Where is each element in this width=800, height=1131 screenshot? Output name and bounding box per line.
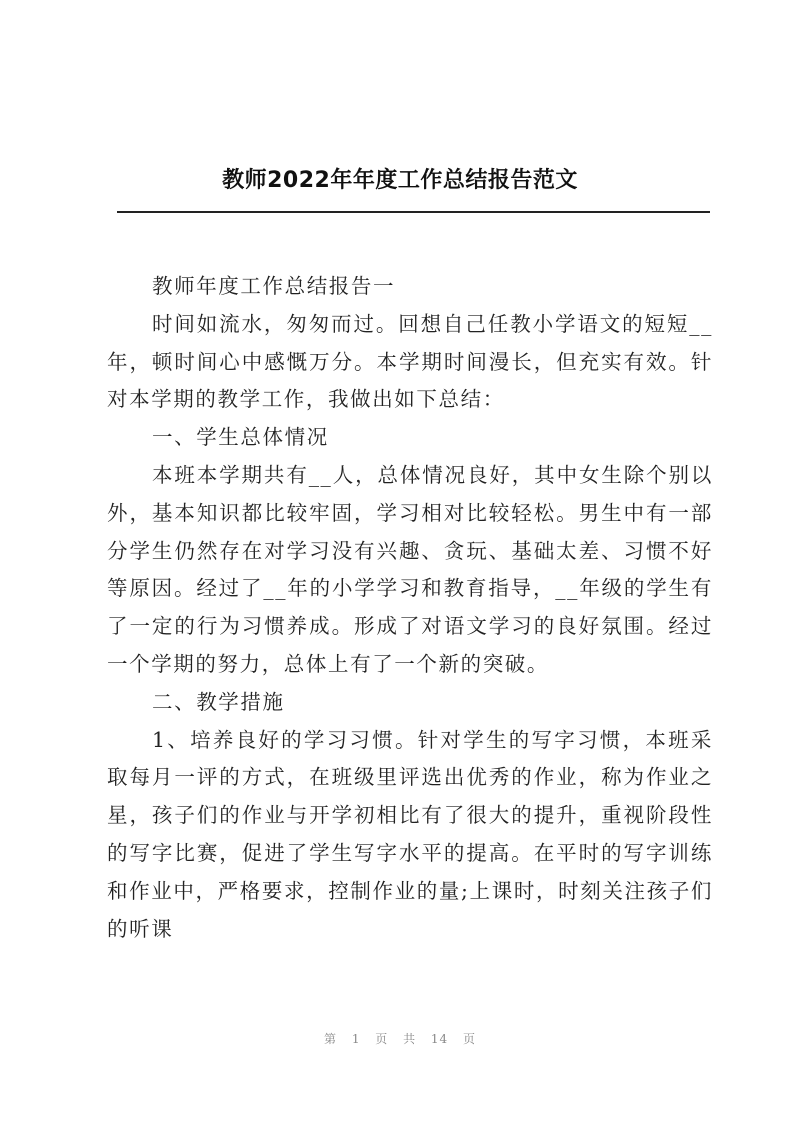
section-heading: 二、教学措施: [152, 689, 285, 714]
paragraph: 1、培养良好的学习习惯。针对学生的写字习惯，本班采取每月一评的方式，在班级里评选出优秀的作业，称为作业之星，孩子们的作业与开学初相比有了很大的提升，重视阶段性的写字比赛，促进了学生写字水平的提高。在平时的写字训练和作业中，严格要求，控制作业的量;上课时，时刻关注孩子们的听课: [107, 727, 713, 941]
title-divider: [117, 211, 710, 213]
section-heading: 教师年度工作总结报告一: [152, 274, 396, 298]
paragraph: 时间如流水，匆匆而过。回想自己任教小学语文的短短__年，顿时间心中感慨万分。本学期时间漫长，但充实有效。针对本学期的教学工作，我做出如下总结：: [107, 311, 713, 412]
document-title: 教师2022年年度工作总结报告范文: [222, 168, 578, 193]
document-body: [107, 268, 713, 948]
section-heading: 一、学生总体情况: [152, 425, 329, 450]
paragraph: 本班本学期共有__人，总体情况良好，其中女生除个别以外，基本知识都比较牢固，学习相对比较轻松。男生中有一部分学生仍然存在对学习没有兴趣、贪玩、基础太差、习惯不好等原因。经过了__年的小学学习和教育指导，__年级的学生有了一定的行为习惯养成。形成了对语文学习的良好氛围。经过一个学期的努力，总体上有了一个新的突破。: [107, 462, 713, 676]
page-number: 第 1 页 共 14 页: [324, 1032, 476, 1046]
